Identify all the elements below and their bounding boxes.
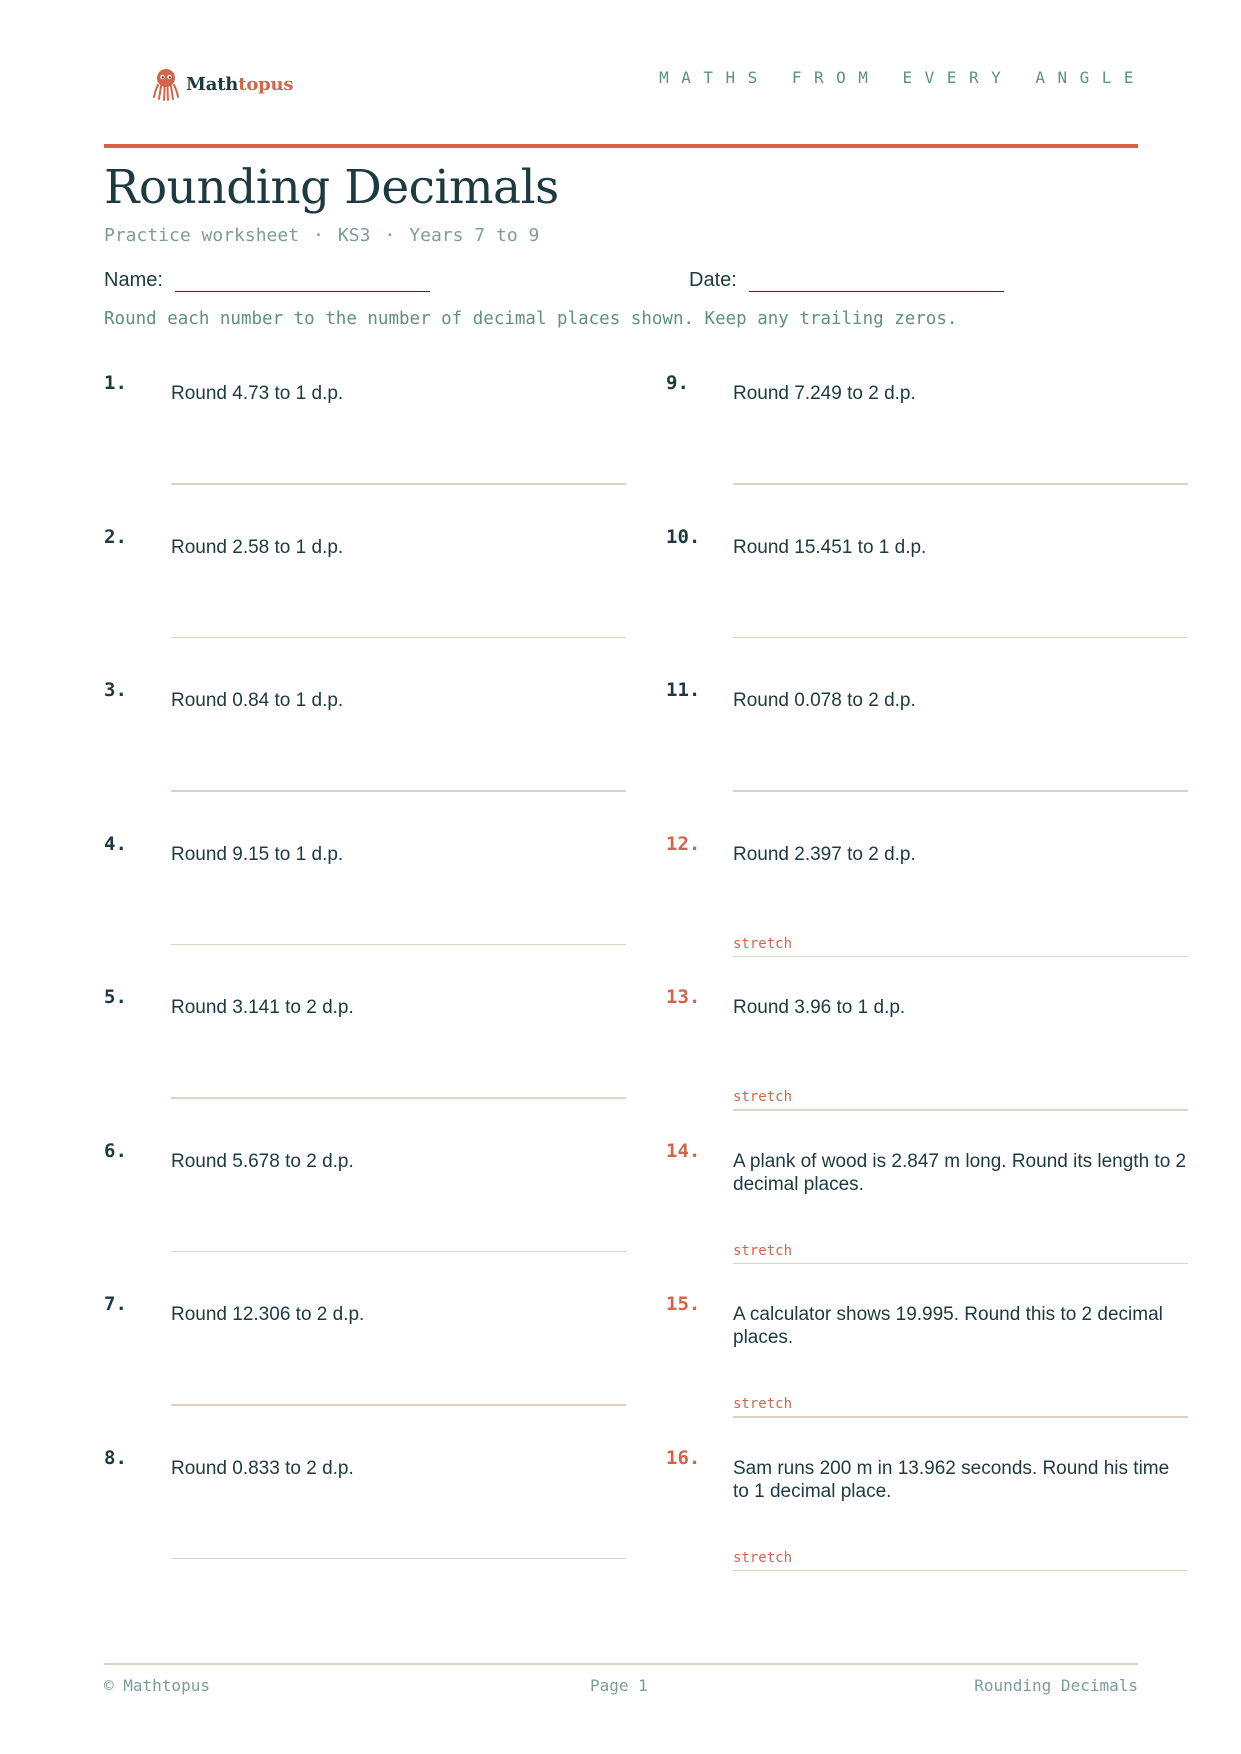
question-number: 3. (104, 679, 127, 701)
question-item (104, 833, 624, 983)
question-text: Round 15.451 to 1 d.p. (733, 536, 927, 558)
subtitle-separator: · (313, 225, 324, 246)
brand-name-accent: topus (238, 73, 294, 95)
question-text: Round 0.84 to 1 d.p. (171, 690, 344, 711)
question-text: Round 2.58 to 1 d.p. (171, 536, 344, 558)
date-field[interactable] (689, 269, 1004, 292)
question-item (666, 986, 1186, 1136)
question-item (104, 1293, 624, 1443)
question-number: 14. (666, 1139, 701, 1162)
subtitle-years: Years 7 to 9 (409, 225, 540, 246)
answer-line[interactable] (733, 1263, 1188, 1265)
question-number: 12. (666, 832, 701, 855)
question-text: Round 7.249 to 2 d.p. (733, 383, 916, 404)
question-number: 7. (104, 1293, 127, 1315)
question-text: Round 0.833 to 2 d.p. (171, 1457, 354, 1479)
date-answer-line[interactable] (749, 271, 1004, 292)
footer-page-number: Page 1 (590, 1676, 648, 1695)
question-item (104, 986, 624, 1136)
question-text: Round 3.96 to 1 d.p. (733, 997, 906, 1018)
question-text: Round 9.15 to 1 d.p. (171, 843, 344, 865)
question-text: A calculator shows 19.995. Round this to 2 decimal places. (733, 1304, 1163, 1348)
footer-divider (104, 1663, 1138, 1665)
question-item (666, 1140, 1186, 1290)
footer-copyright: © Mathtopus (104, 1676, 210, 1695)
question-number: 15. (666, 1293, 701, 1315)
brand-name (186, 74, 293, 95)
question-item (666, 833, 1186, 983)
answer-line[interactable] (733, 637, 1188, 639)
answer-line[interactable] (733, 483, 1188, 485)
question-text: Round 2.397 to 2 d.p. (733, 843, 916, 865)
question-item (104, 679, 624, 829)
instructions: Round each number to the number of decimal places shown. Keep any trailing zeros. (104, 309, 958, 329)
question-number: 9. (666, 372, 689, 394)
name-answer-line[interactable] (175, 271, 430, 292)
question-text: Round 5.678 to 2 d.p. (171, 1150, 354, 1172)
answer-line[interactable] (171, 790, 626, 792)
answer-line[interactable] (171, 637, 626, 639)
question-item (104, 1447, 624, 1597)
stretch-tag: stretch (733, 935, 793, 952)
answer-line[interactable] (733, 1416, 1188, 1418)
name-field[interactable] (104, 269, 430, 292)
page-title: Rounding Decimals (104, 160, 559, 215)
question-text: Round 3.141 to 2 d.p. (171, 997, 354, 1018)
answer-line[interactable] (733, 790, 1188, 792)
subtitle-separator: · (384, 225, 396, 246)
brand-name-main: Math (186, 73, 239, 95)
brand-logo (152, 67, 293, 101)
page-subtitle (104, 225, 539, 246)
question-number: 4. (104, 832, 127, 855)
answer-line[interactable] (171, 1097, 626, 1099)
question-number: 10. (666, 525, 701, 548)
question-number: 11. (666, 679, 701, 701)
question-item (104, 1140, 624, 1290)
question-text: Round 12.306 to 2 d.p. (171, 1304, 365, 1325)
question-number: 1. (104, 372, 127, 394)
stretch-tag: stretch (733, 1549, 793, 1566)
question-text: A plank of wood is 2.847 m long. Round its length to 2 decimal places. (733, 1150, 1187, 1195)
subtitle-type: Practice worksheet (104, 225, 300, 246)
subtitle-key-stage: KS3 (337, 225, 371, 246)
question-text: Sam runs 200 m in 13.962 seconds. Round his time to 1 decimal place. (733, 1457, 1170, 1502)
stretch-tag: stretch (733, 1089, 793, 1105)
answer-line[interactable] (171, 1404, 626, 1406)
question-number: 16. (666, 1446, 701, 1469)
answer-line[interactable] (171, 483, 626, 485)
question-item (666, 526, 1186, 676)
answer-line[interactable] (171, 1251, 626, 1253)
question-number: 2. (104, 525, 127, 548)
stretch-tag: stretch (733, 1242, 793, 1259)
octopus-icon (152, 67, 180, 101)
question-text: Round 4.73 to 1 d.p. (171, 383, 344, 404)
question-number: 13. (666, 986, 701, 1008)
question-item (666, 1293, 1186, 1443)
tagline: MATHS FROM EVERY ANGLE (659, 68, 1146, 87)
question-item (666, 1447, 1186, 1597)
question-item (104, 372, 624, 522)
question-text: Round 0.078 to 2 d.p. (733, 690, 916, 711)
answer-line[interactable] (171, 944, 626, 946)
question-item (666, 372, 1186, 522)
footer-title: Rounding Decimals (974, 1676, 1138, 1695)
header-divider (104, 144, 1138, 148)
question-item (666, 679, 1186, 829)
question-item (104, 526, 624, 676)
answer-line[interactable] (733, 1570, 1188, 1572)
stretch-tag: stretch (733, 1396, 793, 1412)
name-label: Name: (104, 269, 163, 291)
question-number: 8. (104, 1446, 127, 1469)
question-number: 6. (104, 1139, 127, 1162)
answer-line[interactable] (733, 1109, 1188, 1111)
date-label: Date: (689, 269, 737, 291)
answer-line[interactable] (733, 956, 1188, 958)
answer-line[interactable] (171, 1558, 626, 1560)
question-number: 5. (104, 986, 127, 1008)
